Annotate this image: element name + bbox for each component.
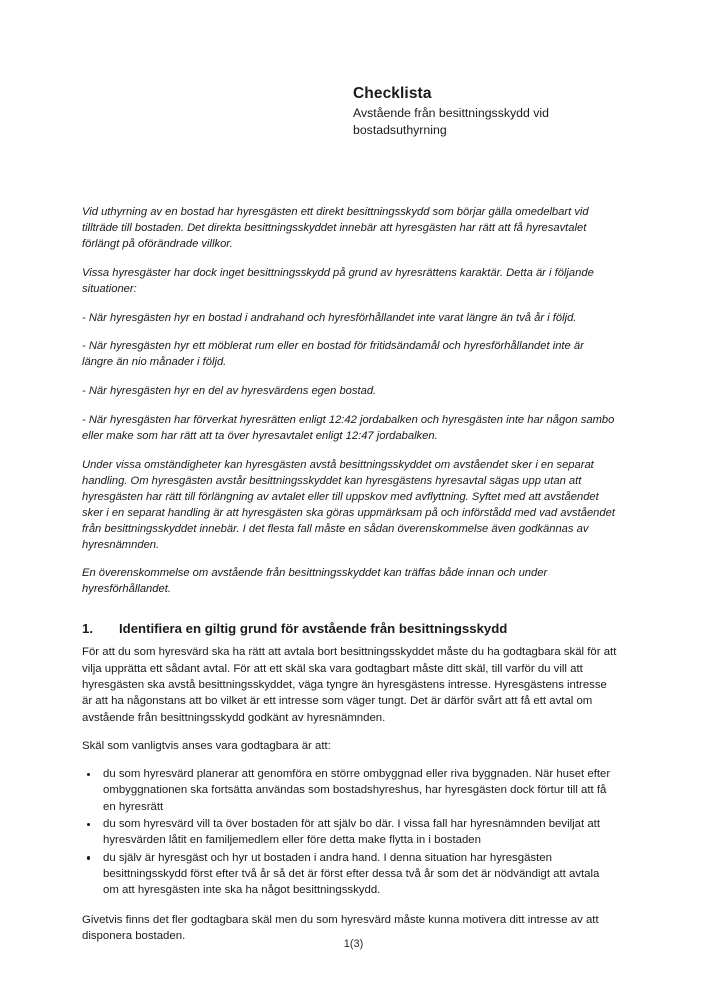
page-footer [0,938,707,950]
list-item-text: du som hyresvärd planerar att genomföra en större ombyggnad eller riva byggnaden. När huset efter ombyggnationen ska fortsätta användas som bostadshyreshus, har hyresgästen dock förtur till att få en hyresrätt [103,768,611,813]
bullet-list-intro: Skäl som vanligtvis anses vara godtagbara är att: [82,739,331,752]
situation-item-1: - När hyresgästen hyr en bostad i andrahand och hyresförhållandet inte varat längre än två år i följd. [82,311,577,324]
situation-item-3: - När hyresgästen hyr en del av hyresvärdens egen bostad. [82,385,377,398]
bullet-point-icon [87,773,90,776]
closing-paragraph-2: En överenskommelse om avstående från besittningsskyddet kan träffas både innan och under hyresförhållandet. [82,567,548,596]
document-header [353,84,603,139]
list-item-text: du som hyresvärd vill ta över bostaden för att själv bo där. I vissa fall har hyresnämnden beviljat att hyresvärden låtit en familjemedlem eller före detta make flytta in i bostaden [103,818,601,847]
document-body [82,205,618,956]
page-indicator: 1(3) [343,938,364,950]
godtagbara-skal-list [82,766,618,898]
section-number: 1. [82,621,93,637]
section-body-paragraph: För att du som hyresvärd ska ha rätt att avtala bort besittningsskyddet måste du ha godtagbara skäl för att vilja upprätta ett sådant avtal. För att ett skäl ska vara godtagbart måste ditt skäl, till varför du vill att hyresgästen ska avstå besittningsskyddet, väga tyngre än hyresgästens intresse. Hyresgästens intresse är att ha någonstans att bo vilket är ett intresse som väger tungt. Det är därför svårt att få ett avtal om avstående från besittningsskydd godkänt av hyresnämnden. [82,646,617,724]
document-subtitle: Avstående från besittningsskydd vid bostadsuthyrning [353,106,549,138]
bullet-point-icon [87,823,90,826]
list-item [82,816,618,849]
list-item-text: du själv är hyresgäst och hyr ut bostaden i andra hand. I denna situation har hyresgästen besittningsskydd först efter två år så det är först efter dessa två år som det är nödvändigt att avtala om att hyresgästen inte ska ha något besittningsskydd. [103,851,600,897]
document-title: Checklista [353,85,432,102]
situation-item-4: - När hyresgästen har förverkat hyresrätten enligt 12:42 jordabalken och hyresgästen inte har någon sambo eller make som har rätt att ta över hyresavtalet enligt 12:47 jordabalken. [82,414,615,443]
section-closing-paragraph: Givetvis finns det fler godtagbara skäl men du som hyresvärd måste kunna motivera ditt intresse av att disponera bostaden. [82,913,599,942]
section-title: Identifiera en giltig grund för avstående från besittningsskydd [119,621,508,637]
list-item [82,766,618,815]
list-item [82,850,618,899]
section-heading [82,620,618,637]
bullet-point-icon [87,856,90,859]
closing-paragraph-1: Under vissa omständigheter kan hyresgästen avstå besittningsskyddet om avståendet sker i en separat handling. Om hyresgästen avstår besittningsskyddet kan hyresgästens hyresavtal sägas upp utan att hyresgästen har rätt till förlängning av avtalet eller till uppskov med avflyttning. Syftet med att avståendet sker i en separat handling är att hyresgästen ska göras uppmärksam på och införstådd med vad avståendet från besittningsskyddet innebär. I det flesta fall måste en sådan överenskommelse även godkännas av hyresnämnden. [82,458,615,551]
situation-item-2: - När hyresgästen hyr ett möblerat rum eller en bostad för fritidsändamål och hyresförhållandet inte är längre än nio månader i följd. [82,340,584,369]
intro-paragraph-1: Vid uthyrning av en bostad har hyresgästen ett direkt besittningsskydd som börjar gälla omedelbart vid tillträde till bostaden. Det direkta besittningsskyddet innebär att hyresgästen har rätt att få hyresavtalet förlängt på oförändrade villkor. [82,206,589,250]
intro-paragraph-2: Vissa hyresgäster har dock inget besittningsskydd på grund av hyresrättens karaktär. Detta är i följande situationer: [82,266,594,295]
